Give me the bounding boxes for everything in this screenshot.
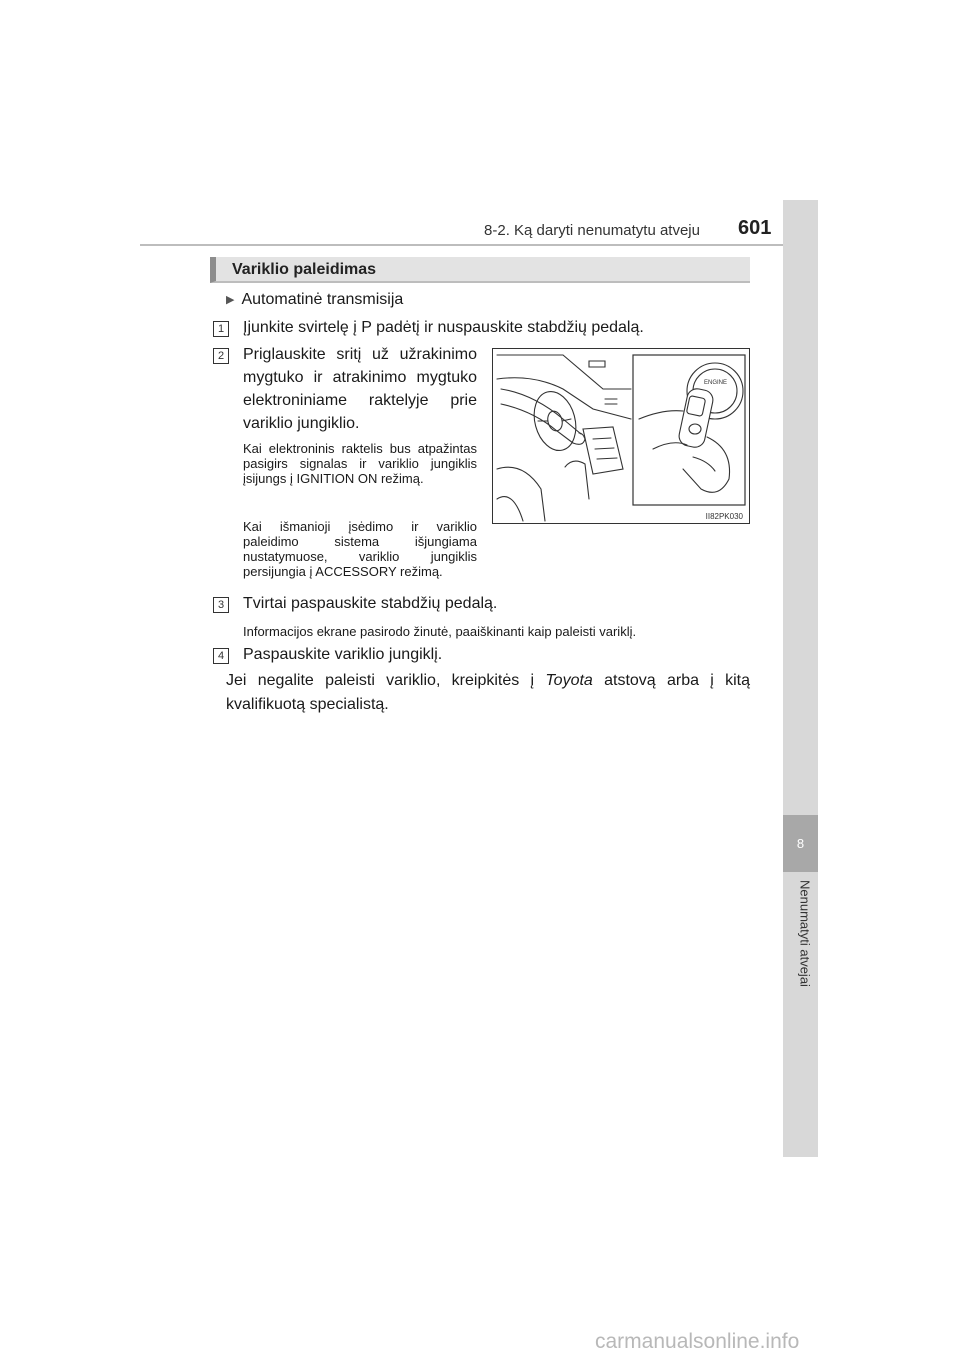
step-number-4: 4	[213, 648, 229, 664]
header-divider	[140, 244, 818, 246]
step-2-note-2: Kai išmanioji įsėdimo ir variklio paleidimo sistema išjungiama nustatymuose, variklio jungiklis persijungia į ACCESSORY režimą.	[243, 519, 477, 579]
step-number-3: 3	[213, 597, 229, 613]
step-2-note-1: Kai elektroninis raktelis bus atpažintas pasigirs signalas ir variklio jungiklis įsijungs į IGNITION ON režimą.	[243, 441, 477, 486]
step-3-text: Tvirtai paspauskite stabdžių pedalą.	[243, 595, 498, 612]
engine-start-illustration	[492, 348, 750, 524]
step-number-2: 2	[213, 348, 229, 364]
step-2-text: Priglauskite sritį už užrakinimo mygtuko ir atrakinimo mygtuko elektroniniame raktelyje prie variklio jungiklio.	[243, 346, 477, 432]
illustration-id: II82PK030	[705, 512, 743, 521]
transmission-bullet	[226, 291, 403, 309]
watermark: carmanualsonline.info	[595, 1330, 800, 1353]
final-paragraph	[226, 669, 750, 717]
chapter-label: Nenumatyti atvejai	[797, 880, 813, 987]
bullet-text: Automatinė transmisija	[241, 291, 404, 308]
step-4-text: Paspauskite variklio jungiklį.	[243, 646, 443, 663]
chapter-number: 8	[783, 815, 818, 872]
step-3-note: Informacijos ekrane pasirodo žinutė, paaiškinanti kaip paleisti variklį.	[243, 624, 637, 639]
step-1-text: Įjunkite svirtelę į P padėtį ir nuspauskite stabdžių pedalą.	[243, 319, 644, 336]
car-interior-key-drawing	[493, 349, 749, 523]
step-number-1: 1	[213, 321, 229, 337]
chapter-side-tab	[783, 200, 818, 1157]
section-heading-box	[210, 257, 750, 283]
header-section-title: 8-2. Ką daryti nenumatytu atveju	[484, 222, 700, 239]
page-number: 601	[738, 217, 772, 239]
section-title: Variklio paleidimas	[232, 261, 377, 278]
engine-switch-label: ENGINE	[704, 380, 728, 386]
final-text-before: Jei negalite paleisti variklio, kreipkitės į	[226, 672, 546, 689]
brand-name: Toyota	[545, 672, 593, 689]
triangle-bullet-icon: ▶	[226, 294, 235, 306]
final-text-after: atstovą arba į kitą kvalifikuotą specialistą.	[226, 672, 750, 713]
